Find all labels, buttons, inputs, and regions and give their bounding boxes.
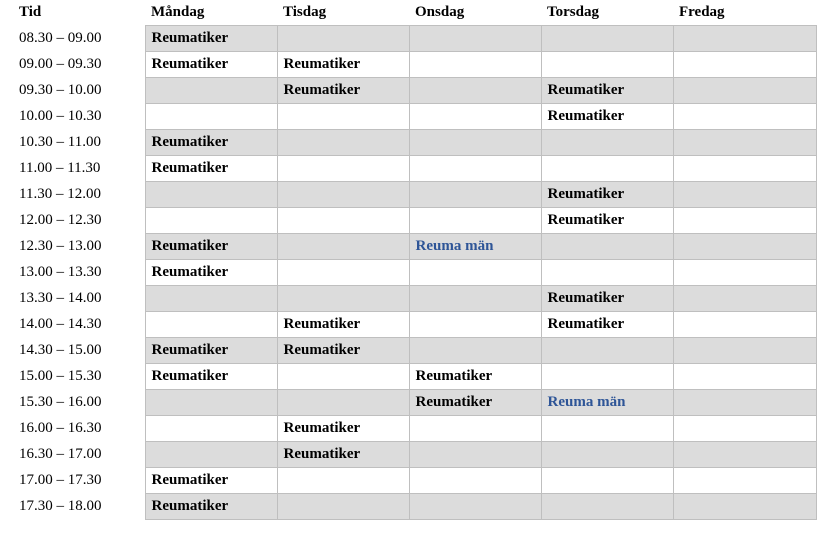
cell-monday: Reumatiker bbox=[145, 156, 277, 182]
cell-wednesday bbox=[409, 182, 541, 208]
time-slot: 09.30 – 10.00 bbox=[19, 82, 102, 98]
time-slot: 10.00 – 10.30 bbox=[19, 108, 102, 124]
schedule-container bbox=[13, 0, 817, 520]
schedule-body bbox=[13, 26, 816, 520]
table-row bbox=[13, 416, 816, 442]
header-wednesday: Onsdag bbox=[415, 4, 465, 20]
header-row bbox=[13, 0, 816, 26]
table-row bbox=[13, 494, 816, 520]
cell-tuesday bbox=[277, 26, 409, 52]
cell-tuesday: Reumatiker bbox=[277, 338, 409, 364]
cell-monday: Reumatiker bbox=[145, 52, 277, 78]
table-row bbox=[13, 156, 816, 182]
cell-wednesday bbox=[409, 416, 541, 442]
cell-thursday bbox=[541, 234, 673, 260]
cell-friday bbox=[673, 494, 816, 520]
cell-tuesday bbox=[277, 208, 409, 234]
cell-monday bbox=[145, 390, 277, 416]
cell-tuesday bbox=[277, 390, 409, 416]
time-slot: 17.30 – 18.00 bbox=[19, 498, 102, 514]
table-row bbox=[13, 104, 816, 130]
time-slot: 09.00 – 09.30 bbox=[19, 56, 102, 72]
cell-thursday bbox=[541, 338, 673, 364]
table-row bbox=[13, 390, 816, 416]
time-slot: 08.30 – 09.00 bbox=[19, 30, 102, 46]
time-slot: 13.30 – 14.00 bbox=[19, 290, 102, 306]
table-row bbox=[13, 182, 816, 208]
time-slot: 12.30 – 13.00 bbox=[19, 238, 102, 254]
cell-tuesday: Reumatiker bbox=[277, 416, 409, 442]
cell-thursday: Reumatiker bbox=[541, 104, 673, 130]
cell-thursday: Reumatiker bbox=[541, 286, 673, 312]
cell-thursday bbox=[541, 468, 673, 494]
cell-friday bbox=[673, 104, 816, 130]
cell-thursday bbox=[541, 364, 673, 390]
cell-tuesday: Reumatiker bbox=[277, 312, 409, 338]
cell-tuesday bbox=[277, 104, 409, 130]
header-tuesday: Tisdag bbox=[283, 4, 327, 20]
table-row bbox=[13, 312, 816, 338]
cell-thursday bbox=[541, 156, 673, 182]
cell-monday: Reumatiker bbox=[145, 494, 277, 520]
table-row bbox=[13, 442, 816, 468]
cell-thursday: Reuma män bbox=[541, 390, 673, 416]
time-slot: 14.00 – 14.30 bbox=[19, 316, 102, 332]
table-row bbox=[13, 52, 816, 78]
cell-friday bbox=[673, 338, 816, 364]
time-slot: 12.00 – 12.30 bbox=[19, 212, 102, 228]
cell-friday bbox=[673, 234, 816, 260]
time-slot: 16.00 – 16.30 bbox=[19, 420, 102, 436]
cell-thursday: Reumatiker bbox=[541, 78, 673, 104]
cell-thursday bbox=[541, 442, 673, 468]
header-time: Tid bbox=[19, 4, 42, 21]
header-monday: Måndag bbox=[151, 4, 205, 20]
cell-thursday bbox=[541, 130, 673, 156]
cell-monday: Reumatiker bbox=[145, 130, 277, 156]
cell-wednesday bbox=[409, 156, 541, 182]
cell-friday bbox=[673, 208, 816, 234]
cell-wednesday bbox=[409, 52, 541, 78]
table-row bbox=[13, 78, 816, 104]
cell-monday bbox=[145, 286, 277, 312]
cell-tuesday bbox=[277, 364, 409, 390]
cell-thursday: Reumatiker bbox=[541, 312, 673, 338]
cell-monday: Reumatiker bbox=[145, 234, 277, 260]
cell-friday bbox=[673, 182, 816, 208]
cell-wednesday bbox=[409, 208, 541, 234]
cell-wednesday bbox=[409, 494, 541, 520]
cell-monday: Reumatiker bbox=[145, 468, 277, 494]
cell-friday bbox=[673, 468, 816, 494]
cell-friday bbox=[673, 26, 816, 52]
cell-wednesday bbox=[409, 286, 541, 312]
cell-monday: Reumatiker bbox=[145, 338, 277, 364]
cell-wednesday: Reumatiker bbox=[409, 364, 541, 390]
cell-thursday bbox=[541, 26, 673, 52]
cell-friday bbox=[673, 390, 816, 416]
time-slot: 10.30 – 11.00 bbox=[19, 134, 101, 150]
cell-tuesday bbox=[277, 156, 409, 182]
cell-wednesday bbox=[409, 130, 541, 156]
table-row bbox=[13, 234, 816, 260]
table-row bbox=[13, 260, 816, 286]
cell-friday bbox=[673, 78, 816, 104]
cell-wednesday bbox=[409, 468, 541, 494]
cell-tuesday bbox=[277, 468, 409, 494]
cell-wednesday bbox=[409, 104, 541, 130]
cell-friday bbox=[673, 312, 816, 338]
time-slot: 15.30 – 16.00 bbox=[19, 394, 102, 410]
cell-wednesday bbox=[409, 338, 541, 364]
time-slot: 13.00 – 13.30 bbox=[19, 264, 102, 280]
cell-wednesday bbox=[409, 312, 541, 338]
header-friday: Fredag bbox=[679, 4, 725, 20]
cell-friday bbox=[673, 286, 816, 312]
table-row bbox=[13, 130, 816, 156]
cell-tuesday bbox=[277, 286, 409, 312]
table-row bbox=[13, 208, 816, 234]
cell-thursday: Reumatiker bbox=[541, 182, 673, 208]
cell-wednesday bbox=[409, 260, 541, 286]
header-thursday: Torsdag bbox=[547, 4, 599, 20]
time-slot: 17.00 – 17.30 bbox=[19, 472, 102, 488]
cell-friday bbox=[673, 130, 816, 156]
cell-thursday bbox=[541, 260, 673, 286]
cell-tuesday bbox=[277, 260, 409, 286]
table-row bbox=[13, 468, 816, 494]
cell-monday: Reumatiker bbox=[145, 260, 277, 286]
table-row bbox=[13, 26, 816, 52]
cell-friday bbox=[673, 52, 816, 78]
cell-wednesday: Reuma män bbox=[409, 234, 541, 260]
time-slot: 14.30 – 15.00 bbox=[19, 342, 102, 358]
cell-wednesday: Reumatiker bbox=[409, 390, 541, 416]
time-slot: 11.30 – 12.00 bbox=[19, 186, 101, 202]
cell-friday bbox=[673, 156, 816, 182]
cell-friday bbox=[673, 416, 816, 442]
cell-friday bbox=[673, 364, 816, 390]
cell-tuesday: Reumatiker bbox=[277, 442, 409, 468]
cell-tuesday: Reumatiker bbox=[277, 52, 409, 78]
time-slot: 15.00 – 15.30 bbox=[19, 368, 102, 384]
cell-thursday bbox=[541, 494, 673, 520]
cell-wednesday bbox=[409, 26, 541, 52]
time-slot: 11.00 – 11.30 bbox=[19, 160, 101, 176]
cell-friday bbox=[673, 442, 816, 468]
cell-tuesday bbox=[277, 234, 409, 260]
cell-monday bbox=[145, 78, 277, 104]
time-slot: 16.30 – 17.00 bbox=[19, 446, 102, 462]
cell-tuesday bbox=[277, 494, 409, 520]
cell-monday: Reumatiker bbox=[145, 364, 277, 390]
schedule-table bbox=[13, 0, 817, 520]
table-row bbox=[13, 286, 816, 312]
cell-monday bbox=[145, 182, 277, 208]
cell-wednesday bbox=[409, 442, 541, 468]
cell-tuesday: Reumatiker bbox=[277, 78, 409, 104]
cell-monday bbox=[145, 208, 277, 234]
cell-thursday: Reumatiker bbox=[541, 208, 673, 234]
table-row bbox=[13, 364, 816, 390]
cell-thursday bbox=[541, 52, 673, 78]
cell-monday bbox=[145, 442, 277, 468]
cell-thursday bbox=[541, 416, 673, 442]
cell-tuesday bbox=[277, 182, 409, 208]
cell-tuesday bbox=[277, 130, 409, 156]
cell-monday bbox=[145, 104, 277, 130]
table-row bbox=[13, 338, 816, 364]
cell-friday bbox=[673, 260, 816, 286]
cell-wednesday bbox=[409, 78, 541, 104]
cell-monday bbox=[145, 312, 277, 338]
cell-monday: Reumatiker bbox=[145, 26, 277, 52]
cell-monday bbox=[145, 416, 277, 442]
